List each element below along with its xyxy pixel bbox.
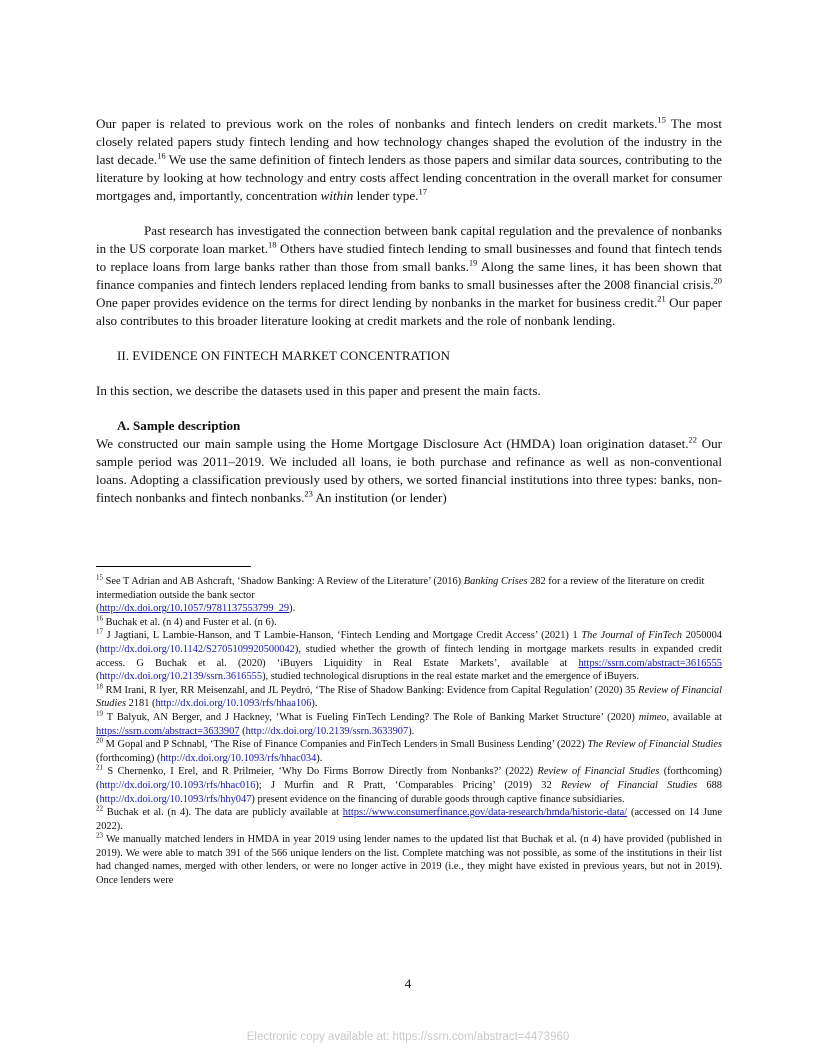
footnote-ref-21[interactable]: 21: [657, 293, 666, 304]
footnote-23: $^{23}$ We manually matched lenders in HMDA in year 2019 using lender names to the updated list that Buchak et al. (n 4) have provided (published in 2019). We were able to match 391 of the 566 unique lenders on the list. Complete matching was not possible, as some of the institutions in their list had changed names, merged with other lenders, or were no longer active in 2019 (i.e., they might have existed in previous years, but not in 2019). Once lenders were: [96, 831, 722, 887]
doi-link[interactable]: http://dx.doi.org/10.1093/rfs/hhac034: [160, 752, 317, 764]
body-paragraph-4: We constructed our main sample using the Home Mortgage Disclosure Act (HMDA) loan origination dataset.$^{22}$ Our sample period was 2011–2019. We included all loans, ie both purchase and refinance as well as non-conventional loans. Adopting a classification previously used by others, we sorted financial institutions into three types: banks, non-fintech nonbanks and fintech nonbanks.$^{23}$ An institution (or lender): [96, 434, 723, 505]
main-body: [96, 115, 722, 507]
footnote-ref-19[interactable]: 19: [468, 257, 478, 268]
ssrn-footer-stamp: Electronic copy available at: https://ssrn.com/abstract=4473960: [246, 1031, 570, 1043]
doi-link[interactable]: http://dx.doi.org/10.2139/ssrn.3616555: [99, 671, 263, 683]
footnote-18: $^{18}$ RM Irani, R Iyer, RR Meisenzahl, and JL Peydró, ‘The Rise of Shadow Banking: Evidence from Capital Regulation’ (2020) 35 Review of Financial Studies 2181 (http://dx.doi.org/10.1093/rfs/hhaa106).: [96, 682, 722, 710]
footnote-ref-15[interactable]: 15: [657, 114, 666, 125]
body-paragraph-3: In this section, we describe the datasets used in this paper and present the main facts.: [96, 383, 541, 398]
body-paragraph-2: Past research has investigated the connection between bank capital regulation and the prevalence of nonbanks in the US corporate loan market.$^{18}$ Others have studied fintech lending to small businesses and found that fintech tends to replace loans from large banks rather than those from small banks.$^{19}$ Along the same lines, it has been shown that finance companies and fintech lenders replaced lending from banks to small businesses after the 2008 financial crisis.$^{20}$ One paper provides evidence on the terms for direct lending by nonbanks in the market for business credit.$^{21}$ Our paper also contributes to this broader literature looking at credit markets and the role of nonbank lending.: [96, 223, 722, 328]
doi-link[interactable]: http://dx.doi.org/10.1093/rfs/hhac016: [99, 779, 256, 791]
doi-link[interactable]: http://dx.doi.org/10.1093/rfs/hhaa106: [155, 698, 312, 710]
ssrn-link[interactable]: https://ssrn.com/abstract=3616555: [578, 657, 722, 669]
footnote-17: $^{17}$ J Jagtiani, L Lambie-Hanson, and T Lambie-Hanson, ‘Fintech Lending and Mortgage Credit Access’ (2021) 1 The Journal of FinTech 2050004 (http://dx.doi.org/10.1142/S2705109920500042), studied whether the growth of fintech lending in mortgage markets results in expanded credit access. G Buchak et al. (2020) ‘iBuyers Liquidity in Real Estate Markets’, available at https://ssrn.com/abstract=3616555 (http://dx.doi.org/10.2139/ssrn.3616555), studied technological disruptions in the real estate market and the emergence of iBuyers.: [96, 627, 722, 683]
footnotes: [96, 575, 722, 888]
section-heading: II. EVIDENCE ON FINTECH MARKET CONCENTRATION: [117, 348, 450, 363]
footnote-ref-16[interactable]: 16: [157, 150, 166, 161]
footnote-19: $^{19}$ T Balyuk, AN Berger, and J Hackney, ‘What is Fueling FinTech Lending? The Role of Banking Market Structure’ (2020) mimeo, available at https://ssrn.com/abstract=3633907 (http://dx.doi.org/10.2139/ssrn.3633907).: [96, 709, 722, 737]
footnote-22: $^{22}$ Buchak et al. (n 4). The data are publicly available at https://www.consumerfinance.gov/data-research/hmda/historic-data/ (accessed on 14 June 2022).: [96, 804, 722, 832]
footnote-ref-17[interactable]: 17: [418, 186, 427, 197]
footnote-16: $^{16}$ Buchak et al. (n 4) and Fuster et al. (n 6).: [96, 614, 277, 628]
cfpb-data-link[interactable]: https://www.consumerfinance.gov/data-research/hmda/historic-data/: [342, 807, 628, 819]
subsection-heading: A. Sample description: [117, 418, 241, 433]
ssrn-link[interactable]: https://ssrn.com/abstract=3633907: [96, 725, 240, 737]
footnote-ref-20[interactable]: 20: [713, 275, 722, 286]
footnote-separator: [96, 566, 251, 567]
doi-link[interactable]: http://dx.doi.org/10.1057/9781137553799_29: [99, 603, 290, 615]
footnote-ref-22[interactable]: 22: [688, 434, 698, 445]
footnote-21: $^{21}$ S Chernenko, I Erel, and R Prilmeier, ‘Why Do Firms Borrow Directly from Nonbanks?’ (2022) Review of Financial Studies (forthcoming) (http://dx.doi.org/10.1093/rfs/hhac016); J Murfin and R Pratt, ‘Comparables Pricing’ (2019) 32 Review of Financial Studies 688 (http://dx.doi.org/10.1093/rfs/hhy047) present evidence on the financing of durable goods through captive finance subsidiaries.: [96, 763, 723, 805]
footnote-ref-23[interactable]: 23: [304, 488, 313, 499]
footnote-20: $^{20}$ M Gopal and P Schnabl, ‘The Rise of Finance Companies and FinTech Lenders in Small Business Lending’ (2022) The Review of Financial Studies (forthcoming) (http://dx.doi.org/10.1093/rfs/hhac034).: [96, 736, 722, 764]
doi-link[interactable]: http://dx.doi.org/10.2139/ssrn.3633907: [245, 725, 409, 737]
doi-link[interactable]: http://dx.doi.org/10.1093/rfs/hhy047: [99, 793, 252, 805]
page-number: 4: [404, 976, 412, 991]
footnote-15: $^{15}$ See T Adrian and AB Ashcraft, ‘Shadow Banking: A Review of the Literature’ (2016) Banking Crises 282 for a review of the literature on credit intermediation outside the bank sector (http://dx.doi.org/10.1057/9781137553799_29).: [96, 573, 705, 615]
doi-link[interactable]: http://dx.doi.org/10.1142/S2705109920500042: [99, 643, 295, 655]
body-paragraph-1: Our paper is related to previous work on the roles of nonbanks and fintech lenders on credit markets.$^{15}$ The most closely related papers study fintech lending and how technology changes shaped the evolution of the industry in the last decade.$^{16}$ We use the same definition of fintech lenders as those papers and similar data sources, contributing to the literature by looking at how technology and entry costs affect lending concentration in the overall market for consumer mortgages and, importantly, concentration within lender type.$^{17}$: [96, 114, 722, 203]
footnote-ref-18[interactable]: 18: [268, 239, 277, 250]
